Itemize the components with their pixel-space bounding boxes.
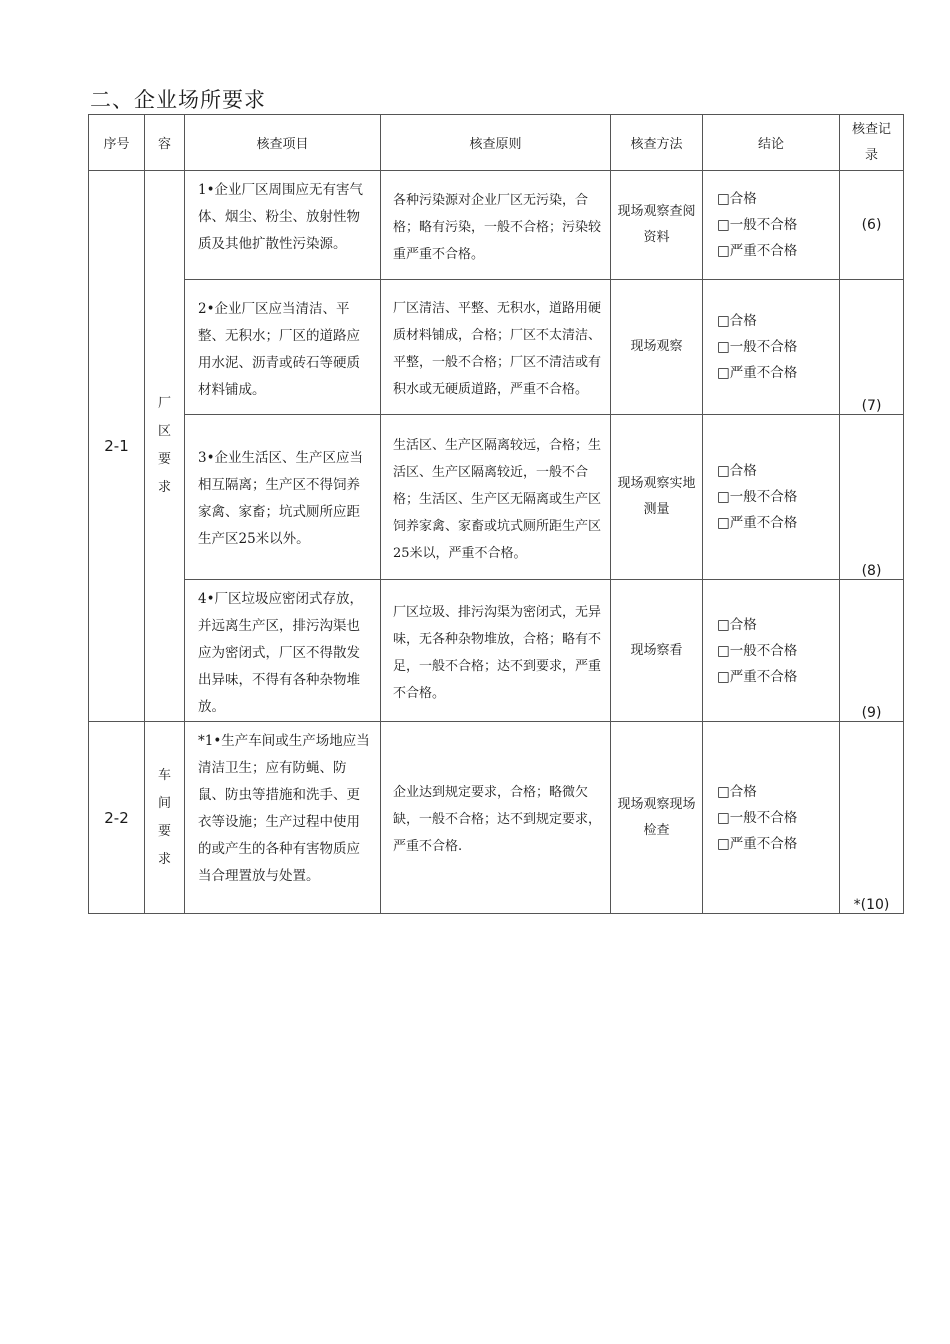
record-cell: (9) xyxy=(840,580,904,722)
record-cell: (8) xyxy=(840,415,904,580)
header-row xyxy=(89,115,904,171)
item-cell: 4•厂区垃圾应密闭式存放，并远离生产区，排污沟渠也应为密闭式，厂区不得散发出异味，不得有各种杂物堆放。 xyxy=(185,580,381,722)
option-major-fail[interactable]: □严重不合格 xyxy=(717,515,798,531)
method-cell: 现场察看 xyxy=(611,580,703,722)
table-row xyxy=(89,280,904,415)
principle-cell: 生活区、生产区隔离较远，合格；生活区、生产区隔离较近，一般不合格；生活区、生产区无隔离或生产区饲养家禽、家畜或坑式厕所距生产区25米以，严重不合格。 xyxy=(381,415,611,580)
option-pass[interactable]: □合格 xyxy=(717,616,757,633)
method-cell: 现场观察 xyxy=(611,280,703,415)
item-cell: 1•企业厂区周围应无有害气体、烟尘、粉尘、放射性物质及其他扩散性污染源。 xyxy=(185,171,381,280)
header-method: 核查方法 xyxy=(611,115,703,171)
conclusion-cell xyxy=(703,722,840,914)
item-cell: 3•企业生活区、生产区应当相互隔离；生产区不得饲养家禽、家畜；坑式厕所应距生产区25米以外。 xyxy=(185,415,381,580)
conclusion-cell xyxy=(703,415,840,580)
option-major-fail[interactable]: □严重不合格 xyxy=(717,243,798,259)
option-pass[interactable]: □合格 xyxy=(717,313,757,329)
header-record xyxy=(840,115,904,171)
principle-cell: 企业达到规定要求，合格；略微欠缺，一般不合格；达不到规定要求，严重不合格. xyxy=(381,722,611,914)
option-pass[interactable]: □合格 xyxy=(717,783,757,800)
principle-cell: 厂区清洁、平整、无积水，道路用硬质材料铺成，合格；厂区不太清洁、平整，一般不合格；厂区不清洁或有积水或无硬质道路，严重不合格。 xyxy=(381,280,611,415)
option-major-fail[interactable]: □严重不合格 xyxy=(717,365,798,381)
content-cell xyxy=(145,171,185,722)
option-minor-fail[interactable]: □一般不合格 xyxy=(717,217,798,233)
table-row xyxy=(89,580,904,722)
content-label: 车间要求 xyxy=(157,767,171,867)
option-minor-fail[interactable]: □一般不合格 xyxy=(717,642,798,659)
header-conclusion: 结论 xyxy=(703,115,840,171)
table-row xyxy=(89,171,904,280)
header-content: 容 xyxy=(145,115,185,171)
option-major-fail[interactable]: □严重不合格 xyxy=(717,835,798,852)
option-minor-fail[interactable]: □一般不合格 xyxy=(717,489,798,505)
seq-cell: 2-2 xyxy=(89,722,145,914)
method-cell: 现场观察现场检查 xyxy=(611,722,703,914)
principle-cell: 厂区垃圾、排污沟渠为密闭式，无异味，无各种杂物堆放，合格；略有不足，一般不合格；达不到要求，严重不合格。 xyxy=(381,580,611,722)
header-principle: 核查原则 xyxy=(381,115,611,171)
conclusion-cell xyxy=(703,171,840,280)
record-cell: (6) xyxy=(840,171,904,280)
table-row xyxy=(89,722,904,914)
method-cell: 现场观察查阅资料 xyxy=(611,171,703,280)
item-cell: 2•企业厂区应当清洁、平整、无积水；厂区的道路应用水泥、沥青或砖石等硬质材料铺成。 xyxy=(185,280,381,415)
conclusion-cell xyxy=(703,280,840,415)
page-title: 二、企业场所要求 xyxy=(90,88,266,112)
record-cell: (7) xyxy=(840,280,904,415)
header-seq: 序号 xyxy=(89,115,145,171)
content-cell xyxy=(145,722,185,914)
option-minor-fail[interactable]: □一般不合格 xyxy=(717,339,798,355)
header-item: 核查项目 xyxy=(185,115,381,171)
record-cell: *(10) xyxy=(840,722,904,914)
option-pass[interactable]: □合格 xyxy=(717,191,757,207)
conclusion-cell xyxy=(703,580,840,722)
option-pass[interactable]: □合格 xyxy=(717,463,757,479)
seq-cell: 2-1 xyxy=(89,171,145,722)
item-cell: *1•生产车间或生产场地应当清洁卫生；应有防蝇、防鼠、防虫等措施和洗手、更衣等设施；生产过程中使用的或产生的各种有害物质应当合理置放与处置。 xyxy=(185,722,381,914)
table-row xyxy=(89,415,904,580)
option-minor-fail[interactable]: □一般不合格 xyxy=(717,809,798,826)
method-cell: 现场观察实地测量 xyxy=(611,415,703,580)
content-label: 厂区要求 xyxy=(157,396,171,495)
option-major-fail[interactable]: □严重不合格 xyxy=(717,668,798,685)
header-record-text: 核查记录 xyxy=(851,121,891,163)
principle-cell: 各种污染源对企业厂区无污染，合格；略有污染，一般不合格；污染较重严重不合格。 xyxy=(381,171,611,280)
inspection-table xyxy=(88,114,904,914)
